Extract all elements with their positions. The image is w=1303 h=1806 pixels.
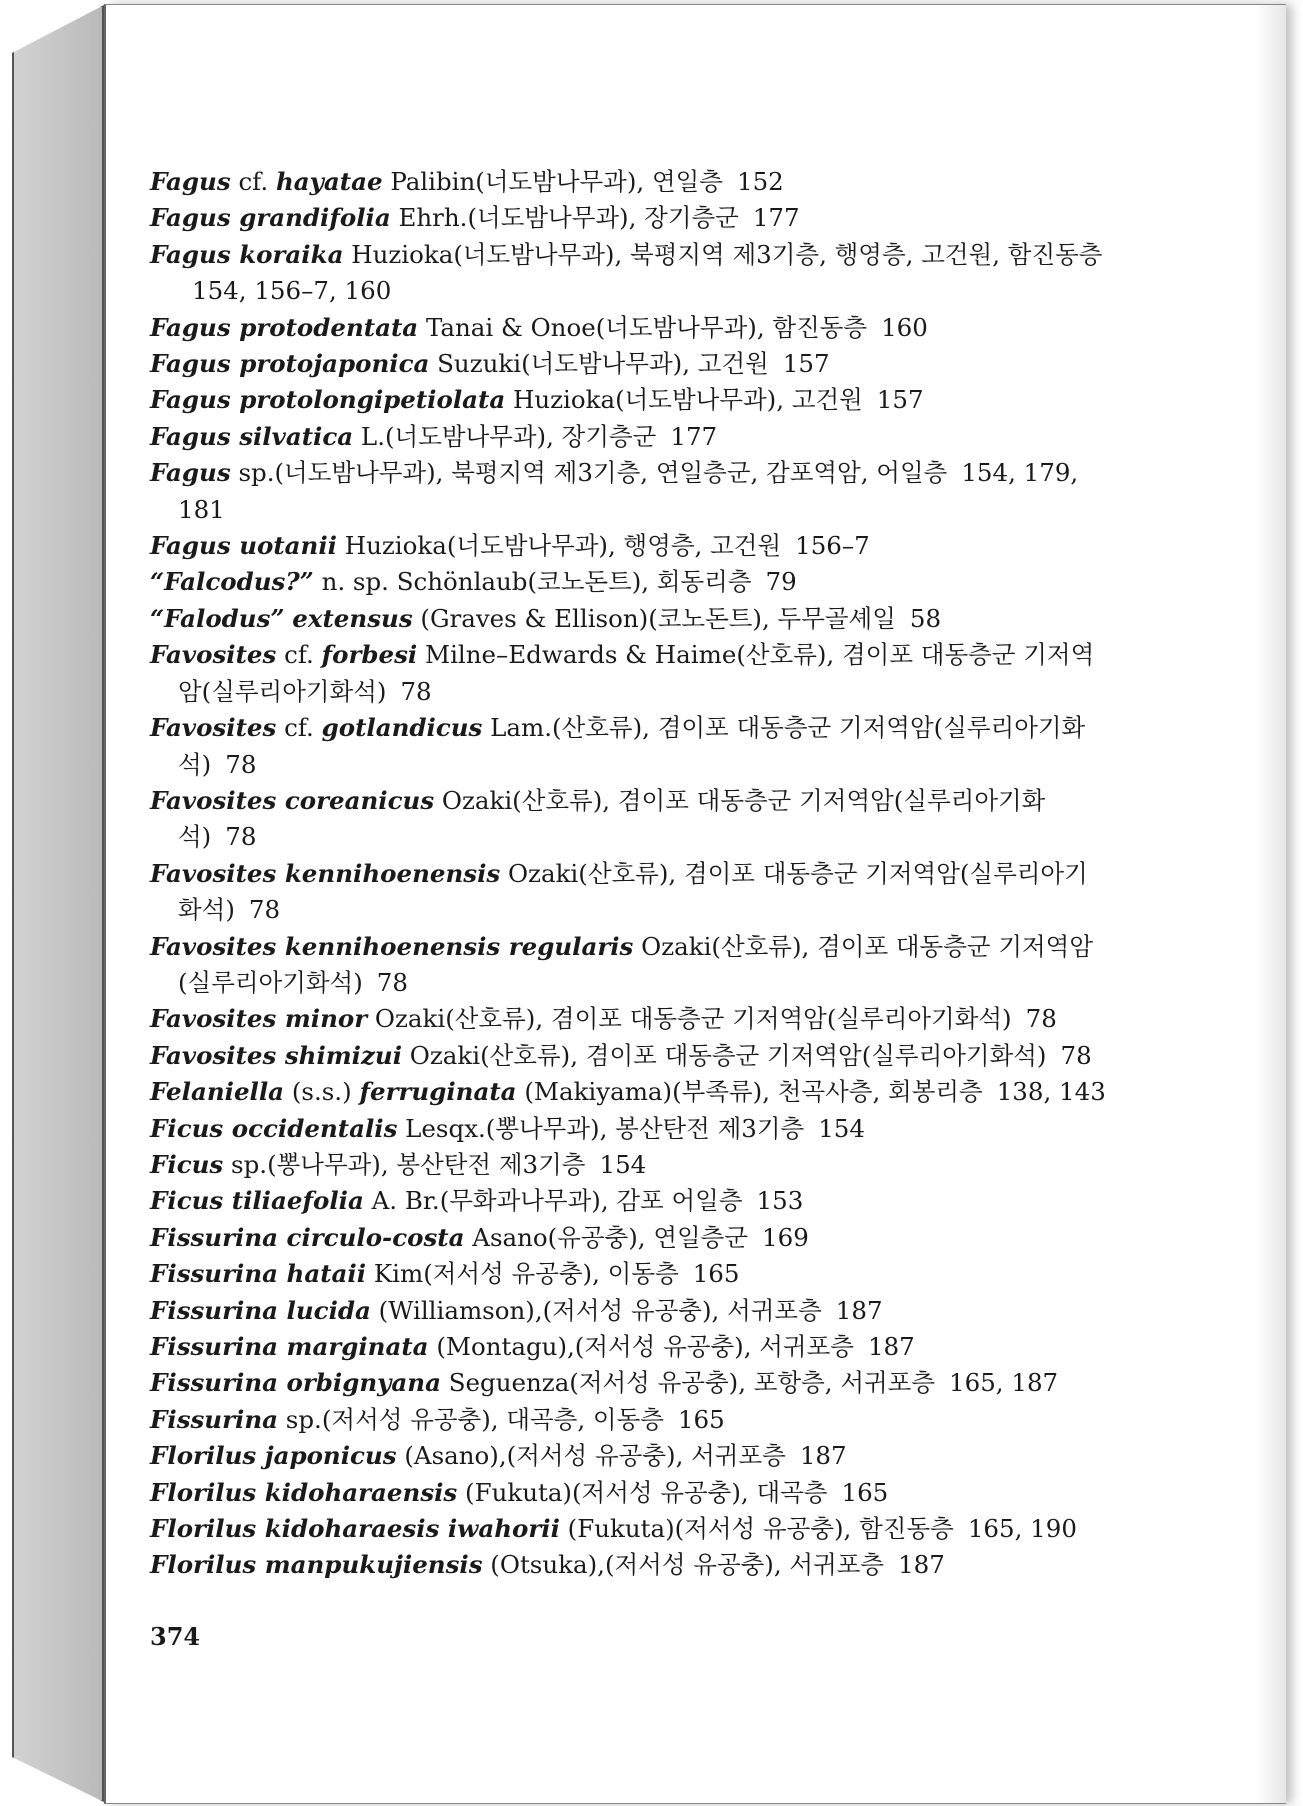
entry-description: A. Br.(무화과나무과), 감포 어일층 bbox=[363, 1186, 743, 1216]
entry-description: Kim(저서성 유공충), 이동층 bbox=[366, 1259, 679, 1289]
entry-taxon: Fagus grandifolia bbox=[150, 203, 391, 233]
entry-page-refs: 154 bbox=[599, 1149, 647, 1179]
entry-page-refs: 78 bbox=[225, 822, 257, 852]
entry-page-refs: 154 bbox=[818, 1113, 865, 1143]
entry-species: gotlandicus bbox=[321, 713, 483, 743]
index-entry bbox=[150, 1329, 1110, 1365]
index-entry bbox=[150, 200, 1110, 236]
entry-taxon: Fagus protodentata bbox=[150, 312, 419, 342]
entry-description: Seguenza(저서성 유공충), 포항층, 서귀포층 bbox=[440, 1368, 936, 1398]
entry-taxon: Favosites coreanicus bbox=[150, 785, 435, 815]
entry-taxon: Fagus uotanii bbox=[150, 531, 337, 561]
entry-page-refs: 187 bbox=[898, 1550, 945, 1580]
entry-taxon: Fissurina hataii bbox=[150, 1259, 367, 1289]
entry-description: Tanai & Onoe(너도밤나무과), 함진동층 bbox=[418, 312, 868, 342]
entry-species: hayatae bbox=[275, 167, 383, 196]
entry-description: sp.(뽕나무과), 봉산탄전 제3기층 bbox=[223, 1149, 586, 1179]
entry-page-refs: 58 bbox=[909, 603, 942, 633]
index-entry bbox=[150, 1438, 1110, 1474]
entry-qualifier: cf. bbox=[276, 713, 322, 743]
entry-description: (Asano),(저서성 유공충), 서귀포층 bbox=[396, 1441, 786, 1471]
entry-taxon: Fissurina bbox=[150, 1404, 279, 1434]
entry-page-refs: 156–7 bbox=[795, 531, 870, 561]
entry-taxon: “Falodus” bbox=[150, 603, 285, 633]
entry-page-refs: 169 bbox=[762, 1222, 809, 1252]
entry-page-refs: 79 bbox=[765, 567, 797, 597]
entry-page-refs: 78 bbox=[225, 749, 257, 779]
index-entry bbox=[150, 710, 1110, 783]
entry-description: (Fukuta)(저서성 유공충), 대곡층 bbox=[457, 1477, 828, 1507]
entry-taxon: Felaniella bbox=[150, 1077, 285, 1107]
index-entry bbox=[150, 1256, 1110, 1292]
entry-taxon: Favosites kennihoenensis regularis bbox=[150, 931, 634, 961]
index-entry bbox=[150, 164, 1110, 200]
entry-page-refs: 78 bbox=[1025, 1004, 1057, 1034]
entry-taxon: “Falcodus?” bbox=[150, 567, 314, 597]
entry-description: n. sp. Schönlaub(코노돈트), 회동리층 bbox=[313, 567, 752, 597]
index-entry bbox=[150, 856, 1110, 929]
entry-page-refs: 160 bbox=[881, 312, 928, 342]
entry-page-refs: 154, 156–7, 160 bbox=[192, 276, 392, 306]
entry-description: Huzioka(너도밤나무과), 고건원 bbox=[505, 385, 863, 415]
entry-page-refs: 153 bbox=[756, 1186, 804, 1216]
index-entry bbox=[150, 1111, 1110, 1147]
index-entry bbox=[150, 1183, 1110, 1219]
entry-taxon: Favosites bbox=[150, 640, 277, 670]
entry-taxon: Fagus koraika bbox=[150, 239, 344, 269]
entry-page-refs: 154, 179, 181 bbox=[178, 458, 1079, 524]
entry-page-refs: 165, 190 bbox=[967, 1514, 1077, 1544]
entry-description: Ozaki(산호류), 겸이포 대동층군 기저역암(실루리아기화석) bbox=[178, 858, 1088, 925]
entry-species: extensus bbox=[292, 603, 413, 633]
entry-taxon: Ficus tiliaefolia bbox=[150, 1186, 364, 1216]
entry-description: Ozaki(산호류), 겸이포 대동층군 기저역암(실루리아기화석) bbox=[367, 1004, 1012, 1034]
index-entry bbox=[150, 1511, 1110, 1547]
entry-description: Asano(유공충), 연일층군 bbox=[464, 1222, 749, 1252]
entry-page-refs: 177 bbox=[752, 203, 800, 233]
entry-description: Ozaki(산호류), 겸이포 대동층군 기저역암(실루리아기화석) bbox=[178, 785, 1046, 852]
index-entry bbox=[150, 455, 1110, 528]
index-entry bbox=[150, 419, 1110, 455]
entry-description: Ehrh.(너도밤나무과), 장기층군 bbox=[390, 203, 739, 233]
index-entry bbox=[150, 564, 1110, 600]
entry-page-refs: 78 bbox=[376, 967, 408, 997]
entry-taxon: Florilus kidoharaesis iwahorii bbox=[150, 1514, 560, 1544]
entry-description: (Montagu),(저서성 유공충), 서귀포층 bbox=[428, 1332, 854, 1361]
entry-page-refs: 152 bbox=[736, 167, 784, 196]
entry-taxon: Fissurina lucida bbox=[150, 1295, 371, 1325]
entry-description: (Fukuta)(저서성 유공충), 함진동층 bbox=[559, 1514, 954, 1544]
entry-description: Lam.(산호류), 겸이포 대동층군 기저역암(실루리아기화석) bbox=[178, 713, 1086, 779]
entry-taxon: Fissurina marginata bbox=[150, 1332, 429, 1361]
entry-page-refs: 78 bbox=[248, 895, 281, 925]
index-entry bbox=[150, 1074, 1110, 1110]
page-edge-shadow bbox=[1256, 5, 1286, 1803]
index-entry bbox=[150, 346, 1110, 382]
entry-description: (Graves & Ellison)(코노돈트), 두무골셰일 bbox=[412, 603, 896, 633]
index-entry bbox=[150, 1038, 1110, 1074]
entry-page-refs: 78 bbox=[1060, 1040, 1092, 1070]
entry-page-refs: 157 bbox=[876, 385, 924, 415]
entry-description: Ozaki(산호류), 겸이포 대동층군 기저역암(실루리아기화석) bbox=[402, 1040, 1047, 1070]
entry-taxon: Favosites minor bbox=[150, 1004, 368, 1034]
entry-taxon: Fagus silvatica bbox=[150, 421, 354, 451]
entry-description: (Otsuka),(저서성 유공충), 서귀포층 bbox=[482, 1550, 885, 1580]
index-entry bbox=[150, 237, 1110, 310]
entry-description: sp.(저서성 유공충), 대곡층, 이동층 bbox=[278, 1404, 664, 1434]
index-entry bbox=[150, 637, 1110, 710]
page-number: 374 bbox=[150, 1622, 201, 1651]
index-entries bbox=[150, 164, 1110, 1584]
index-entry bbox=[150, 1001, 1110, 1037]
entry-taxon: Favosites kennihoenensis bbox=[150, 858, 501, 888]
entry-taxon: Favosites bbox=[150, 713, 277, 743]
index-entry bbox=[150, 1220, 1110, 1256]
entry-taxon: Florilus japonicus bbox=[150, 1441, 397, 1471]
entry-page-refs: 165, 187 bbox=[949, 1368, 1059, 1398]
entry-page-refs: 187 bbox=[867, 1332, 915, 1361]
entry-page-refs: 157 bbox=[782, 349, 830, 379]
entry-taxon: Fissurina circulo-costa bbox=[150, 1222, 465, 1252]
index-entry bbox=[150, 601, 1110, 637]
index-entry bbox=[150, 783, 1110, 856]
entry-description: Ozaki(산호류), 겸이포 대동층군 기저역암(실루리아기화석) bbox=[178, 931, 1094, 997]
index-entry bbox=[150, 929, 1110, 1002]
entry-species: ferruginata bbox=[359, 1077, 517, 1107]
entry-description: Huzioka(너도밤나무과), 북평지역 제3기층, 행영층, 고건원, 함진동층 bbox=[343, 239, 1103, 269]
index-entry bbox=[150, 1293, 1110, 1329]
entry-description: Suzuki(너도밤나무과), 고건원 bbox=[429, 349, 769, 379]
entry-page-refs: 187 bbox=[835, 1295, 883, 1325]
book-spine-edge bbox=[12, 5, 104, 1802]
entry-taxon: Fagus bbox=[150, 167, 231, 196]
entry-qualifier: (s.s.) bbox=[284, 1077, 360, 1107]
entry-taxon: Favosites shimizui bbox=[150, 1040, 403, 1070]
index-entry bbox=[150, 1547, 1110, 1583]
entry-taxon: Ficus occidentalis bbox=[150, 1113, 398, 1143]
entry-description: sp.(너도밤나무과), 북평지역 제3기층, 연일층군, 감포역암, 어일층 bbox=[230, 458, 948, 488]
index-entry bbox=[150, 1147, 1110, 1183]
entry-page-refs: 187 bbox=[799, 1441, 847, 1471]
entry-page-refs: 177 bbox=[670, 421, 718, 451]
entry-taxon: Florilus manpukujiensis bbox=[150, 1550, 483, 1580]
entry-page-refs: 138, 143 bbox=[996, 1077, 1106, 1107]
entry-taxon: Fagus protolongipetiolata bbox=[150, 385, 506, 415]
entry-taxon: Fissurina orbignyana bbox=[150, 1368, 441, 1398]
entry-page-refs: 78 bbox=[400, 676, 432, 706]
entry-description: L.(너도밤나무과), 장기층군 bbox=[353, 421, 657, 451]
entry-taxon: Fagus bbox=[150, 458, 231, 488]
entry-taxon: Florilus kidoharaensis bbox=[150, 1477, 458, 1507]
index-entry bbox=[150, 528, 1110, 564]
entry-description: (Makiyama)(부족류), 천곡사층, 회봉리층 bbox=[516, 1077, 983, 1107]
entry-taxon: Ficus bbox=[150, 1149, 224, 1179]
entry-page-refs: 165 bbox=[677, 1404, 725, 1434]
entry-description: (Williamson),(저서성 유공충), 서귀포층 bbox=[370, 1295, 822, 1325]
index-entry bbox=[150, 310, 1110, 346]
entry-page-refs: 165 bbox=[692, 1259, 740, 1289]
entry-qualifier: cf. bbox=[230, 167, 276, 196]
entry-description: Huzioka(너도밤나무과), 행영층, 고건원 bbox=[336, 531, 782, 561]
entry-description: Palibin(너도밤나무과), 연일층 bbox=[382, 167, 723, 196]
index-entry bbox=[150, 1365, 1110, 1401]
entry-page-refs: 165 bbox=[841, 1477, 889, 1507]
entry-qualifier: cf. bbox=[276, 640, 322, 670]
entry-species: forbesi bbox=[321, 640, 418, 670]
entry-taxon: Fagus protojaponica bbox=[150, 349, 430, 379]
index-entry bbox=[150, 1475, 1110, 1511]
entry-description: Lesqx.(뽕나무과), 봉산탄전 제3기층 bbox=[397, 1113, 805, 1143]
entry-description: Milne–Edwards & Haime(산호류), 겸이포 대동층군 기저역암(실루리아기화석) bbox=[178, 640, 1095, 706]
index-entry bbox=[150, 1402, 1110, 1438]
index-entry bbox=[150, 382, 1110, 418]
